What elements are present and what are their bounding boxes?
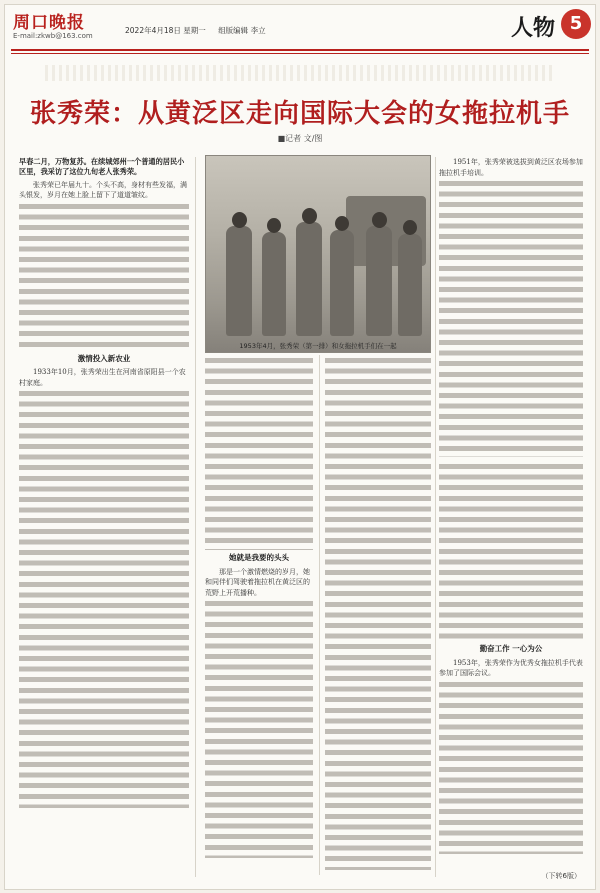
archival-photo [205,155,431,353]
person-head [267,218,281,233]
text-column-3-top [439,157,583,457]
person-figure [262,232,286,336]
person-head [335,216,349,231]
body-text-block [205,598,313,858]
body-paragraph: 1933年10月，张秀荣出生在河南省原阳县一个农村家庭。 [19,368,186,387]
person-figure [366,226,392,336]
column-divider [319,355,320,875]
text-column-2a [205,355,313,875]
subhead-2: 她就是我要的头头 [229,553,289,562]
body-text-block [439,461,583,641]
masthead-rule [11,49,589,51]
body-paragraph: 1951年，张秀荣被选拔到黄泛区农场参加拖拉机手培训。 [439,158,583,177]
article-headline: 张秀荣：从黄泛区走向国际大会的女拖拉机手 [29,99,570,129]
column-divider [195,157,196,877]
decorative-band [45,65,555,81]
person-head [403,220,417,235]
body-text-block [439,679,583,854]
issue-date: 2022年4月18日 星期一 [125,26,206,35]
text-column-1 [19,157,189,877]
lead-paragraph: 早春二月，万物复苏。在续城郊州一个普通的居民小区里，我采访了这位九旬老人张秀荣。 [19,157,185,177]
article-byline: ■记者 文/图 [277,134,323,143]
body-text-block [19,201,189,351]
photo-caption: 1953年4月，张秀荣（第一排）和女拖拉机手们在一起 [239,342,397,350]
person-figure [330,230,354,336]
masthead-rule-thin [11,53,589,54]
person-figure [398,234,422,336]
body-text-block [205,355,313,550]
column-divider [435,157,436,877]
person-figure [296,222,322,336]
continued-note: （下转6版） [541,872,581,880]
text-column-3-bottom [439,461,583,871]
newspaper-logo: 周口晚报 [13,13,85,33]
contact-email: E-mail:zkwb@163.com [13,32,93,40]
body-paragraph: 张秀荣已年届九十。个头不高，身材有些发福，满头银发，岁月在她上脸上留下了道道皱纹。 [19,180,187,200]
body-paragraph: 那是一个激情燃烧的岁月，她和同伴们驾驶着拖拉机在黄泛区的荒野上开荒播种。 [205,567,310,597]
body-text-block [439,178,583,457]
body-text-block [325,355,431,870]
person-head [372,212,387,228]
body-text-block [19,388,189,808]
section-title: 人物 [510,15,555,41]
person-figure [226,226,252,336]
masthead [5,5,595,51]
body-paragraph: 1953年，张秀荣作为优秀女拖拉机手代表参加了国际会议。 [439,658,583,678]
subhead-1: 激情投入新农业 [77,353,131,363]
editor-credit: 组版编辑 李立 [218,26,266,35]
text-column-2b [325,355,431,875]
newspaper-page [4,4,596,890]
dateline [125,25,276,36]
person-head [302,208,317,224]
page-number-badge: 5 [561,9,591,39]
subhead-3: 勤奋工作 一心为公 [479,644,543,653]
person-head [232,212,247,228]
